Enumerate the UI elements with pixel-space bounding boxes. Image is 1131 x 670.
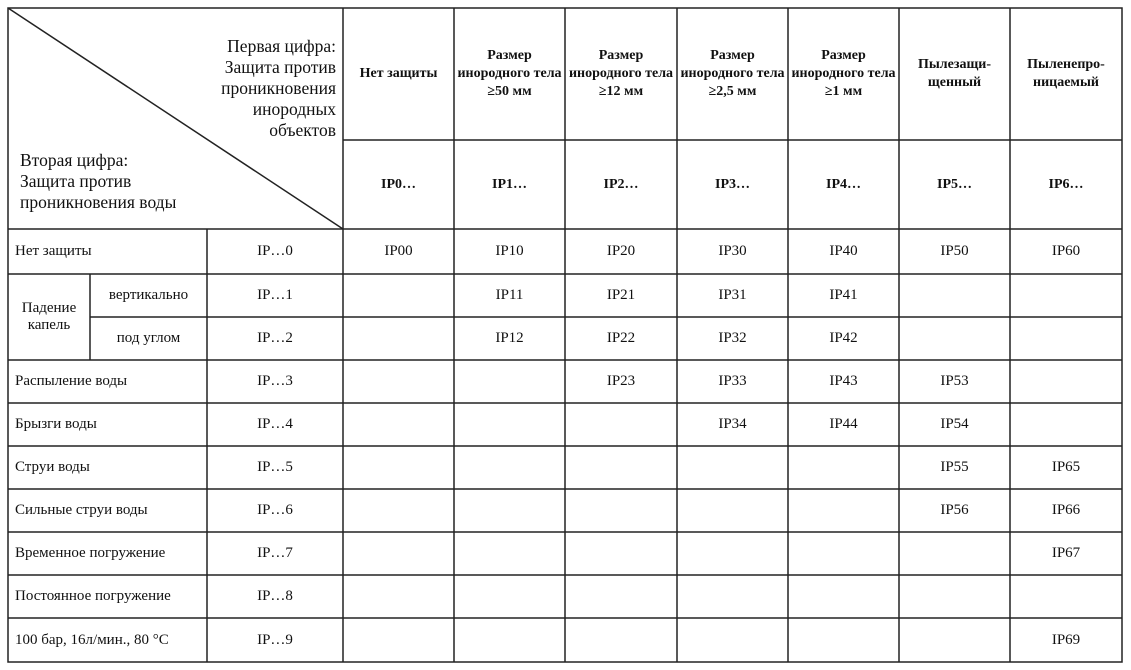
column-header-name: Размер инородного тела ≥12 мм: [568, 48, 674, 99]
ip-cell: IP32: [718, 330, 747, 346]
column-header-code: IP0…: [381, 176, 416, 192]
ip-cell: [899, 317, 1010, 360]
ip-cell: IP11: [495, 287, 524, 303]
ip-cell: [677, 489, 788, 532]
row-code: IP…6: [257, 502, 293, 518]
first-digit-line: Защита против: [224, 57, 336, 77]
row-label: Временное погружение: [15, 545, 166, 561]
ip-cell: IP30: [718, 243, 747, 259]
column-header-code: IP4…: [826, 176, 861, 192]
second-digit-line: Вторая цифра:: [20, 150, 129, 170]
ip-cell: [454, 489, 565, 532]
column-header-name: Пылезащи- щенный: [917, 57, 992, 90]
ip-cell: [788, 532, 899, 575]
ip-cell: IP69: [1051, 631, 1081, 648]
column-header-code: IP5…: [937, 176, 972, 192]
ip-cell: IP31: [718, 287, 747, 303]
column-header-name: Пыленепро- ницаемый: [1027, 57, 1105, 90]
ip-cell: IP43: [829, 373, 858, 389]
row-code: IP…4: [257, 416, 293, 432]
column-header-code: IP2…: [603, 176, 639, 192]
column-header-name: Нет защиты: [359, 66, 438, 81]
ip-cell: IP41: [829, 287, 858, 303]
ip-cell: [1010, 575, 1122, 618]
column-header-name: Размер инородного тела ≥2,5 мм: [680, 48, 785, 99]
ip-cell: IP12: [495, 330, 524, 346]
row-label: Струи воды: [15, 459, 90, 475]
row-label: Сильные струи воды: [15, 502, 148, 518]
ip-cell: [677, 532, 788, 575]
ip-cell: [1010, 274, 1122, 317]
ip-cell: [788, 489, 899, 532]
ip-cell: [565, 618, 677, 662]
ip-cell: IP54: [940, 416, 969, 432]
ip-cell: [565, 446, 677, 489]
ip-cell: IP40: [829, 243, 858, 259]
ip-cell: IP60: [1051, 243, 1081, 259]
row-code: IP…2: [257, 330, 293, 346]
ip-cell: [454, 360, 565, 403]
ip-cell: IP22: [606, 330, 636, 346]
ip-cell: [343, 317, 454, 360]
ip-cell: [343, 618, 454, 662]
ip-cell: [677, 618, 788, 662]
row-label: Нет защиты: [15, 243, 92, 259]
column-header-name: Размер инородного тела ≥1 мм: [791, 48, 896, 99]
drip-group-label: Падение капель: [21, 300, 77, 333]
ip-cell: IP33: [718, 373, 747, 389]
first-digit-line: объектов: [269, 120, 336, 140]
ip-cell: [454, 403, 565, 446]
ip-cell: [565, 403, 677, 446]
ip-cell: [343, 532, 454, 575]
ip-cell: [343, 489, 454, 532]
ip-cell: [1010, 317, 1122, 360]
ip-cell: IP10: [495, 243, 524, 259]
row-code: IP…7: [257, 545, 293, 561]
ip-cell: [788, 446, 899, 489]
ip-cell: IP50: [940, 243, 969, 259]
ip-cell: IP44: [829, 416, 858, 432]
ip-cell: IP23: [606, 373, 636, 389]
row-code: IP…9: [257, 631, 293, 648]
ip-cell: [677, 446, 788, 489]
ip-cell: [899, 575, 1010, 618]
column-header-code: IP6…: [1048, 176, 1084, 192]
ip-cell: [454, 532, 565, 575]
ip-cell: [677, 575, 788, 618]
ip-cell: [343, 446, 454, 489]
ip-cell: [343, 274, 454, 317]
first-digit-line: инородных: [252, 99, 336, 119]
ip-cell: [454, 575, 565, 618]
column-header-code: IP1…: [492, 176, 527, 192]
ip-cell: IP65: [1051, 459, 1081, 475]
first-digit-line: проникновения: [221, 78, 336, 98]
ip-cell: IP67: [1051, 545, 1081, 561]
second-digit-line: Защита против: [20, 171, 132, 191]
ip-cell: IP56: [940, 502, 969, 518]
row-code: IP…3: [257, 373, 293, 389]
ip-cell: [899, 532, 1010, 575]
first-digit-caption: [221, 36, 336, 141]
ip-cell: [343, 403, 454, 446]
ip-cell: IP66: [1051, 502, 1081, 518]
ip-cell: [565, 575, 677, 618]
column-header-code: IP3…: [715, 176, 750, 192]
row-label: Распыление воды: [15, 373, 128, 389]
row-label: Постоянное погружение: [15, 588, 171, 604]
ip-cell: [788, 618, 899, 662]
ip-cell: IP00: [384, 243, 413, 259]
column-header-name: Размер инородного тела ≥50 мм: [457, 48, 562, 99]
row-label: вертикально: [108, 287, 189, 303]
ip-cell: [565, 489, 677, 532]
row-label: Брызги воды: [15, 416, 97, 432]
ip-cell: IP21: [606, 287, 636, 303]
ip-cell: [899, 618, 1010, 662]
row-code: IP…8: [257, 588, 293, 604]
ip-cell: [1010, 360, 1122, 403]
ip-cell: [454, 446, 565, 489]
ip-cell: IP34: [718, 416, 747, 432]
second-digit-line: проникновения воды: [20, 192, 177, 212]
ip-cell: [1010, 403, 1122, 446]
ip-cell: [565, 532, 677, 575]
ip-cell: IP55: [940, 459, 969, 475]
ip-cell: [899, 274, 1010, 317]
ip-cell: IP53: [940, 373, 969, 389]
ip-cell: IP20: [606, 243, 636, 259]
row-label: 100 бар, 16л/мин., 80 °С: [15, 631, 169, 648]
ip-cell: IP42: [829, 330, 858, 346]
row-code: IP…0: [257, 243, 293, 259]
ip-cell: [343, 575, 454, 618]
row-code: IP…1: [257, 287, 293, 303]
first-digit-line: Первая цифра:: [227, 36, 336, 56]
row-label: под углом: [116, 330, 181, 346]
row-code: IP…5: [257, 459, 293, 475]
ip-cell: [343, 360, 454, 403]
ip-cell: [454, 618, 565, 662]
second-digit-caption: [20, 150, 176, 213]
ip-cell: [788, 575, 899, 618]
